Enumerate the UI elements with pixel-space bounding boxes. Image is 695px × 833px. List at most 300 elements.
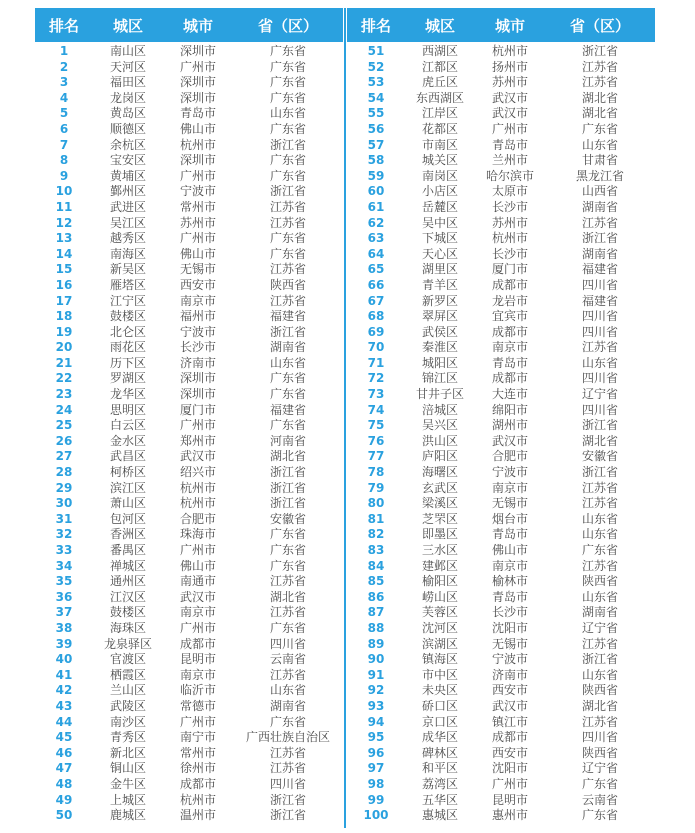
city-cell: 苏州市: [491, 215, 528, 230]
rank-cell: 17: [55, 293, 73, 308]
province-cell: 湖北省: [581, 90, 618, 105]
table-row: [347, 216, 655, 232]
province-cell: 四川省: [269, 776, 306, 791]
district-cell: 京口区: [421, 714, 458, 729]
province-cell: 湖北省: [581, 106, 618, 121]
province-cell: 广东省: [269, 121, 306, 136]
table-row: [35, 231, 343, 247]
city-cell: 杭州市: [491, 231, 528, 246]
district-cell: 武进区: [109, 199, 146, 214]
district-cell: 城阳区: [421, 355, 458, 370]
rank-cell: 93: [367, 698, 385, 713]
district-cell: 南山区: [109, 44, 146, 58]
table-row: [347, 746, 655, 762]
table-row: [35, 449, 343, 465]
city-cell: 合肥市: [491, 449, 528, 464]
table-row: [347, 106, 655, 122]
district-cell: 铜山区: [109, 761, 146, 776]
city-cell: 榆林市: [491, 574, 528, 589]
district-cell: 虎丘区: [421, 75, 458, 90]
rank-cell: 67: [367, 293, 385, 308]
district-cell: 崂山区: [421, 589, 458, 604]
district-cell: 青羊区: [421, 277, 458, 292]
district-cell: 吴江区: [109, 215, 146, 230]
province-cell: 江苏省: [269, 262, 306, 277]
province-cell: 福建省: [269, 309, 306, 324]
district-cell: 南沙区: [109, 714, 146, 729]
province-cell: 山东省: [269, 355, 306, 370]
table-row: [35, 512, 343, 528]
table-row: [347, 481, 655, 497]
district-cell: 余杭区: [109, 137, 146, 152]
rank-cell: 97: [367, 761, 385, 776]
city-cell: 宁波市: [491, 652, 528, 667]
city-cell: 长沙市: [179, 340, 216, 355]
city-cell: 深圳市: [179, 75, 216, 90]
table-header-left: [35, 8, 343, 42]
table-row: [347, 340, 655, 356]
table-row: [35, 559, 343, 575]
district-cell: 庐阳区: [421, 449, 458, 464]
district-cell: 包河区: [109, 511, 146, 526]
table-row: [35, 574, 343, 590]
rank-cell: 45: [55, 730, 73, 745]
province-cell: 江苏省: [581, 340, 618, 355]
province-cell: 湖北省: [581, 698, 618, 713]
table-row: [35, 465, 343, 481]
table-row: [347, 543, 655, 559]
district-cell: 西湖区: [421, 44, 458, 58]
province-cell: 广东省: [269, 231, 306, 246]
table-row: [35, 169, 343, 185]
city-cell: 成都市: [179, 636, 216, 651]
province-cell: 江苏省: [269, 574, 306, 589]
district-cell: 硚口区: [421, 698, 458, 713]
province-cell: 广东省: [269, 543, 306, 557]
district-cell: 天河区: [109, 59, 146, 74]
table-row: [35, 91, 343, 107]
district-cell: 惠城区: [421, 808, 458, 823]
table-row: [35, 434, 343, 450]
rank-cell: 85: [367, 574, 385, 589]
rank-cell: 66: [367, 277, 385, 292]
city-cell: 武汉市: [491, 433, 528, 448]
city-cell: 湖州市: [491, 418, 528, 433]
district-cell: 成华区: [421, 730, 458, 745]
rank-cell: 21: [55, 355, 73, 370]
district-cell: 岳麓区: [421, 199, 458, 214]
district-cell: 未央区: [421, 683, 458, 698]
city-cell: 沈阳市: [491, 761, 528, 776]
province-cell: 江苏省: [581, 558, 618, 573]
province-cell: 浙江省: [269, 465, 306, 480]
province-cell: 山东省: [581, 589, 618, 604]
rank-cell: 33: [55, 543, 73, 557]
district-cell: 市南区: [421, 137, 458, 152]
district-cell: 涪城区: [421, 402, 458, 417]
province-cell: 湖南省: [269, 340, 306, 355]
district-cell: 思明区: [109, 402, 146, 417]
district-cell: 越秀区: [109, 231, 146, 246]
table-row: [35, 200, 343, 216]
province-cell: 四川省: [581, 730, 618, 745]
city-cell: 广州市: [179, 714, 216, 729]
table-row: [347, 761, 655, 777]
province-cell: 浙江省: [581, 465, 618, 480]
district-cell: 江都区: [421, 59, 458, 74]
city-cell: 深圳市: [179, 90, 216, 105]
district-cell: 雁塔区: [109, 277, 146, 292]
table-row: [35, 590, 343, 606]
district-cell: 滨湖区: [421, 636, 458, 651]
province-cell: 广西壮族自治区: [245, 730, 330, 745]
province-cell: 广东省: [269, 59, 306, 74]
city-cell: 南京市: [179, 605, 216, 620]
column-divider: [344, 8, 346, 828]
city-cell: 武汉市: [491, 106, 528, 121]
province-cell: 湖南省: [581, 246, 618, 261]
city-cell: 珠海市: [179, 527, 216, 542]
district-cell: 翠屏区: [421, 309, 458, 324]
rank-cell: 26: [55, 433, 73, 448]
city-cell: 济南市: [179, 355, 216, 370]
province-cell: 江苏省: [581, 714, 618, 729]
table-row: [347, 808, 655, 824]
city-cell: 南通市: [179, 574, 216, 589]
city-cell: 成都市: [491, 730, 528, 745]
province-cell: 山东省: [581, 667, 618, 682]
city-cell: 武汉市: [179, 589, 216, 604]
table-row: [347, 403, 655, 419]
city-cell: 福州市: [179, 309, 216, 324]
rank-cell: 23: [55, 387, 73, 402]
city-cell: 南京市: [491, 340, 528, 355]
district-cell: 新北区: [109, 745, 146, 760]
district-cell: 玄武区: [421, 480, 458, 495]
city-cell: 宁波市: [179, 324, 216, 339]
province-cell: 山西省: [581, 184, 618, 199]
province-cell: 甘肃省: [581, 153, 618, 168]
district-cell: 罗湖区: [109, 371, 146, 386]
province-cell: 安徽省: [581, 449, 618, 464]
city-cell: 太原市: [491, 184, 528, 199]
city-cell: 深圳市: [179, 44, 216, 58]
rank-cell: 53: [367, 75, 385, 90]
rank-cell: 1: [59, 44, 69, 58]
province-cell: 广东省: [581, 776, 618, 791]
rank-cell: 81: [367, 511, 385, 526]
rank-cell: 72: [367, 371, 385, 386]
district-cell: 黄岛区: [109, 106, 146, 121]
city-cell: 苏州市: [491, 75, 528, 90]
table-row: [347, 231, 655, 247]
table-row: [347, 512, 655, 528]
table-row: [35, 122, 343, 138]
rank-cell: 46: [55, 745, 73, 760]
city-cell: 厦门市: [179, 402, 216, 417]
province-cell: 山东省: [581, 355, 618, 370]
table-row: [347, 262, 655, 278]
rank-cell: 84: [367, 558, 385, 573]
table-row: [347, 44, 655, 60]
district-cell: 东西湖区: [415, 90, 464, 105]
table-row: [347, 465, 655, 481]
rank-cell: 6: [59, 121, 69, 136]
rank-cell: 15: [55, 262, 73, 277]
district-cell: 武陵区: [109, 698, 146, 713]
rank-cell: 73: [367, 387, 385, 402]
table-header-right: [347, 8, 655, 42]
rank-cell: 42: [55, 683, 73, 698]
rank-cell: 4: [59, 90, 69, 105]
city-cell: 青岛市: [491, 527, 528, 542]
city-cell: 杭州市: [179, 137, 216, 152]
table-row: [35, 777, 343, 793]
district-cell: 栖霞区: [109, 667, 146, 682]
table-row: [35, 356, 343, 372]
city-cell: 广州市: [179, 231, 216, 246]
table-row: [347, 60, 655, 76]
rank-cell: 76: [367, 433, 385, 448]
district-cell: 武侯区: [421, 324, 458, 339]
province-cell: 广东省: [269, 75, 306, 90]
rank-cell: 99: [367, 792, 385, 807]
province-cell: 广东省: [269, 246, 306, 261]
rank-cell: 47: [55, 761, 73, 776]
rank-cell: 64: [367, 246, 385, 261]
city-cell: 苏州市: [179, 215, 216, 230]
rank-cell: 20: [55, 340, 73, 355]
rank-cell: 12: [55, 215, 73, 230]
rank-cell: 27: [55, 449, 73, 464]
rank-cell: 75: [367, 418, 385, 433]
district-cell: 雨花区: [109, 340, 146, 355]
header-rank: 排名: [360, 16, 391, 35]
district-cell: 天心区: [421, 246, 458, 261]
rank-cell: 40: [55, 652, 73, 667]
rank-cell: 74: [367, 402, 385, 417]
province-cell: 浙江省: [581, 418, 618, 433]
table-row: [347, 309, 655, 325]
province-cell: 广东省: [581, 543, 618, 557]
province-cell: 广东省: [269, 558, 306, 573]
district-cell: 三水区: [421, 543, 458, 557]
rank-cell: 50: [55, 808, 73, 823]
district-cell: 镇海区: [421, 652, 458, 667]
rank-cell: 28: [55, 465, 73, 480]
rank-cell: 62: [367, 215, 385, 230]
province-cell: 江苏省: [581, 496, 618, 511]
city-cell: 深圳市: [179, 153, 216, 168]
city-cell: 宁波市: [491, 465, 528, 480]
rank-cell: 100: [363, 808, 389, 823]
district-cell: 白云区: [109, 418, 146, 433]
table-row: [35, 699, 343, 715]
rank-cell: 19: [55, 324, 73, 339]
table-row: [35, 668, 343, 684]
district-cell: 柯桥区: [109, 465, 146, 480]
city-cell: 佛山市: [179, 246, 216, 261]
district-cell: 历下区: [109, 355, 146, 370]
province-cell: 浙江省: [581, 44, 618, 58]
city-cell: 扬州市: [491, 59, 528, 74]
district-cell: 上城区: [109, 792, 146, 807]
city-cell: 西安市: [491, 683, 528, 698]
rank-cell: 43: [55, 698, 73, 713]
province-cell: 江苏省: [269, 293, 306, 308]
district-cell: 官渡区: [109, 652, 146, 667]
rank-cell: 77: [367, 449, 385, 464]
district-cell: 甘井子区: [415, 387, 464, 402]
province-cell: 山东省: [269, 106, 306, 121]
rank-cell: 36: [55, 589, 73, 604]
district-cell: 禅城区: [109, 558, 146, 573]
city-cell: 佛山市: [179, 558, 216, 573]
district-cell: 顺德区: [109, 121, 146, 136]
table-row: [347, 683, 655, 699]
province-cell: 安徽省: [269, 511, 306, 526]
province-cell: 浙江省: [581, 231, 618, 246]
city-cell: 武汉市: [179, 449, 216, 464]
province-cell: 山东省: [581, 137, 618, 152]
city-cell: 广州市: [491, 776, 528, 791]
table-row: [35, 730, 343, 746]
rank-cell: 70: [367, 340, 385, 355]
city-cell: 南京市: [179, 667, 216, 682]
table-row: [347, 496, 655, 512]
header-rank: 排名: [48, 16, 79, 35]
province-cell: 四川省: [269, 636, 306, 651]
city-cell: 宜宾市: [491, 309, 528, 324]
city-cell: 青岛市: [491, 355, 528, 370]
district-cell: 鼓楼区: [109, 309, 146, 324]
city-cell: 沈阳市: [491, 620, 528, 635]
province-cell: 江苏省: [581, 636, 618, 651]
rank-cell: 79: [367, 480, 385, 495]
rank-cell: 11: [55, 199, 73, 214]
province-cell: 辽宁省: [581, 387, 618, 402]
province-cell: 广东省: [269, 418, 306, 433]
district-cell: 北仑区: [109, 324, 146, 339]
table-row: [347, 418, 655, 434]
table-row: [35, 309, 343, 325]
table-row: [347, 91, 655, 107]
header-province: 省（区）: [257, 16, 318, 35]
table-row: [35, 481, 343, 497]
rank-cell: 2: [59, 59, 69, 74]
city-cell: 青岛市: [491, 137, 528, 152]
city-cell: 长沙市: [491, 605, 528, 620]
table-row: [347, 138, 655, 154]
city-cell: 杭州市: [491, 44, 528, 58]
city-cell: 南宁市: [179, 730, 216, 745]
province-cell: 广东省: [269, 168, 306, 183]
table-row: [35, 106, 343, 122]
header-province: 省（区）: [569, 16, 630, 35]
rank-cell: 69: [367, 324, 385, 339]
province-cell: 江苏省: [269, 761, 306, 776]
city-cell: 常德市: [179, 698, 216, 713]
province-cell: 江苏省: [581, 215, 618, 230]
table-row: [347, 668, 655, 684]
table-row: [347, 169, 655, 185]
rank-cell: 10: [55, 184, 73, 199]
city-cell: 广州市: [491, 121, 528, 136]
province-cell: 广东省: [269, 371, 306, 386]
district-cell: 湖里区: [421, 262, 458, 277]
province-cell: 河南省: [269, 433, 306, 448]
table-right-half: [347, 8, 655, 824]
city-cell: 广州市: [179, 418, 216, 433]
city-cell: 广州市: [179, 543, 216, 557]
district-cell: 即墨区: [421, 527, 458, 542]
province-cell: 陕西省: [269, 277, 306, 292]
rank-cell: 71: [367, 355, 385, 370]
city-cell: 宁波市: [179, 184, 216, 199]
table-row: [35, 153, 343, 169]
table-row: [347, 559, 655, 575]
city-cell: 烟台市: [491, 511, 528, 526]
table-row: [35, 138, 343, 154]
table-row: [347, 605, 655, 621]
district-cell: 香洲区: [109, 527, 146, 542]
table-row: [347, 793, 655, 809]
table-row: [35, 808, 343, 824]
table-row: [35, 403, 343, 419]
table-row: [347, 590, 655, 606]
province-cell: 江苏省: [269, 605, 306, 620]
province-cell: 陕西省: [581, 574, 618, 589]
district-cell: 黄埔区: [109, 168, 146, 183]
header-city: 城市: [494, 16, 525, 35]
table-row: [347, 75, 655, 91]
rank-cell: 35: [55, 574, 73, 589]
province-cell: 浙江省: [269, 808, 306, 823]
city-cell: 青岛市: [179, 106, 216, 121]
table-row: [35, 761, 343, 777]
province-cell: 陕西省: [581, 745, 618, 760]
rank-cell: 52: [367, 59, 385, 74]
rank-cell: 86: [367, 589, 385, 604]
rank-cell: 7: [59, 137, 69, 152]
table-row: [347, 184, 655, 200]
district-cell: 五华区: [421, 792, 458, 807]
rank-cell: 39: [55, 636, 73, 651]
rank-cell: 22: [55, 371, 73, 386]
city-cell: 昆明市: [179, 652, 216, 667]
rank-cell: 90: [367, 652, 385, 667]
table-row: [35, 527, 343, 543]
table-body-left: [35, 42, 343, 824]
province-cell: 江苏省: [269, 667, 306, 682]
district-cell: 鹿城区: [109, 808, 146, 823]
table-row: [347, 434, 655, 450]
table-row: [35, 652, 343, 668]
district-cell: 芝罘区: [421, 511, 458, 526]
city-cell: 长沙市: [491, 246, 528, 261]
province-cell: 云南省: [269, 652, 306, 667]
table-row: [347, 200, 655, 216]
city-cell: 西安市: [179, 277, 216, 292]
district-cell: 花都区: [421, 121, 458, 136]
table-row: [35, 216, 343, 232]
city-cell: 深圳市: [179, 371, 216, 386]
district-cell: 龙华区: [109, 387, 146, 402]
rank-cell: 87: [367, 605, 385, 620]
table-row: [347, 278, 655, 294]
district-cell: 鄞州区: [109, 184, 146, 199]
province-cell: 浙江省: [269, 496, 306, 511]
